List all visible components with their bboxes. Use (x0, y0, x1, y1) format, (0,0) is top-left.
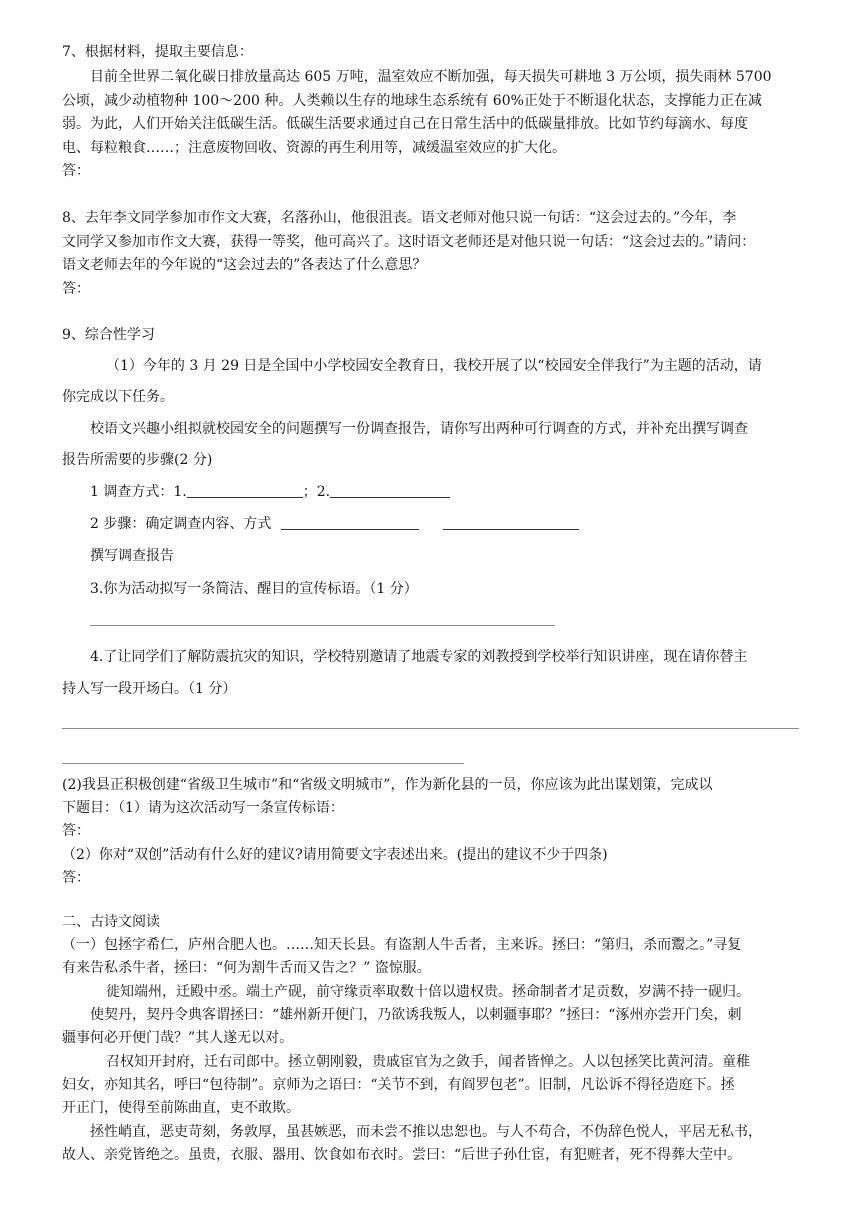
classical-text-line: 有来告私杀牛者，拯曰：“何为割牛舌而又告之？” 盗惊服。 (62, 960, 431, 976)
slogan-answer-line[interactable] (90, 625, 555, 626)
q8-line: 8、去年李文同学参加市作文大赛，名落孙山，他很沮丧。语文老师对他只说一句话：“这会过去的。”今年，李 (62, 210, 737, 226)
q7-title: 7、根据材料，提取主要信息： (62, 44, 253, 60)
opening-speech-question-line: 持人写一段开场白。（1 分） (62, 681, 237, 697)
q7-paragraph-line: 电、每粒粮食……；注意废物回收、资源的再生利用等，减缓温室效应的扩大化。 (62, 140, 566, 156)
q9-part2-answer2-label: 答： (62, 870, 90, 886)
classical-text-line: 徙知端州，迁殿中丞。端土产砚，前守缘贡率取数十倍以遗权贵。拯命制者才足贡数，岁满不持一砚归。 (106, 984, 750, 1000)
survey-methods-row (90, 482, 450, 503)
q9-task2-line: 校语文兴趣小组拟就校园安全的问题撰写一份调查报告，请你写出两种可行调查的方式，并补充出撰写调查 (90, 421, 748, 437)
q9-task1-line: 你完成以下任务。 (62, 389, 174, 405)
opening-speech-question-line: 4.了让同学们了解防震抗灾的知识，学校特别邀请了地震专家的刘教授到学校举行知识讲座，现在请你替主 (90, 649, 748, 665)
opening-speech-answer-line[interactable] (62, 763, 464, 764)
part2-title: 二、古诗文阅读 (62, 914, 160, 930)
opening-speech-answer-line[interactable] (62, 728, 799, 729)
classical-text-line: 妇女，亦知其名，呼曰“包待制”。京师为之语曰：“关节不到，有阎罗包老”。旧制，凡讼诉不得径造庭下。拯 (62, 1077, 735, 1093)
step-blank-1[interactable] (281, 515, 419, 530)
q9-task1-line: （1）今年的 3 月 29 日是全国中小学校园安全教育日，我校开展了以“校园安全伴我行”为主题的活动，请 (106, 358, 762, 374)
survey-methods-separator: ；2. (302, 484, 331, 500)
classical-text-line: 召权知开封府，迁右司郎中。拯立朝刚毅，贵戚宦官为之敛手，闻者皆惮之。人以包拯笑比黄河清。童稚 (106, 1054, 750, 1070)
survey-methods-label: 1 调查方式：1. (90, 484, 187, 500)
classical-text-line: 故人、亲党皆绝之。虽贵，衣服、器用、饮食如布衣时。尝曰：“后世子孙仕宦，有犯赃者，死不得葬大茔中。 (62, 1147, 742, 1163)
step-blank-2[interactable] (443, 515, 579, 530)
slogan-question: 3.你为活动拟写一条简洁、醒目的宣传标语。（1 分） (90, 581, 418, 597)
q8-line: 文同学又参加市作文大赛，获得一等奖，他可高兴了。这时语文老师还是对他只说一句话：“这会过去的。”请问： (62, 234, 756, 250)
q7-paragraph-line: 目前全世界二氧化碳日排放量高达 605 万吨，温室效应不断加强，每天损失可耕地 3 万公顷，损失雨林 5700 (90, 69, 772, 85)
classical-text-line: 疆事何必开便门哉？”其人遂无以对。 (62, 1030, 294, 1046)
q8-line: 语文老师去年的今年说的“这会过去的”各表达了什么意思？ (62, 257, 427, 273)
q8-answer-label: 答： (62, 281, 90, 297)
classical-text-line: 开正门，使得至前陈曲直，吏不敢欺。 (62, 1100, 300, 1116)
classical-text-line: （一）包拯字希仁，庐州合肥人也。……知天长县。有盗割人牛舌者，主来诉。拯曰：“第归，杀而鬻之。”寻复 (62, 937, 742, 953)
steps-row (90, 514, 579, 535)
q7-paragraph-line: 弱。为此，人们开始关注低碳生活。低碳生活要求通过自己在日常生活中的低碳量排放。比如节约每滴水、每度 (62, 116, 748, 132)
classical-text-line: 使契丹，契丹令典客谓拯曰：“雄州新开便门，乃欲诱我叛人，以刺疆事耶？”拯曰：“涿州亦尝开门矣，刺 (90, 1007, 742, 1023)
q9-title: 9、综合性学习 (62, 327, 155, 343)
q9-part2-line: 下题目：（1）请为这次活动写一条宣传标语： (62, 800, 344, 816)
steps-label: 2 步骤：确定调查内容、方式 (90, 516, 272, 532)
q7-paragraph-line: 公顷，减少动植物种 100～200 种。人类赖以生存的地球生态系统有 60%正处于不断退化状态，支撑能力正在减 (62, 93, 762, 109)
survey-method-1-blank[interactable] (187, 483, 303, 498)
q9-part2-line: (2)我县正积极创建“省级卫生城市”和“省级文明城市”，作为新化县的一员，你应该为此出谋划策，完成以 (62, 777, 713, 793)
q9-part2-answer1-label: 答： (62, 823, 90, 839)
q9-part2-line: （2）你对“双创”活动有什么好的建议?请用简要文字表述出来。(提出的建议不少于四条) (62, 847, 608, 863)
survey-method-2-blank[interactable] (330, 483, 450, 498)
write-report-step: 撰写调查报告 (90, 548, 174, 564)
classical-text-line: 拯性峭直，恶吏苛刻，务敦厚，虽甚嫉恶，而未尝不推以忠恕也。与人不苟合，不伪辞色悦人，平居无私书， (90, 1124, 762, 1140)
q7-answer-label: 答： (62, 163, 90, 179)
q9-task2-line: 报告所需要的步骤(2 分) (62, 452, 213, 468)
